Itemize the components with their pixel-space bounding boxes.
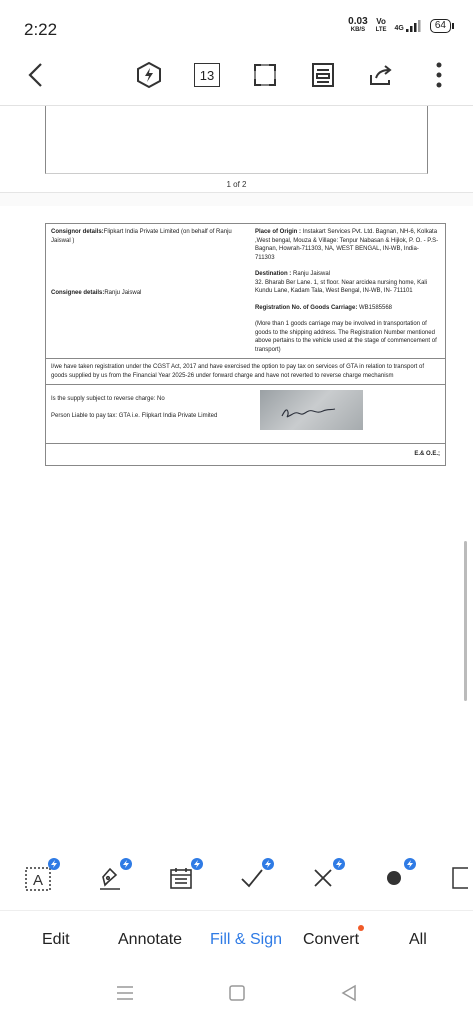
volte-bottom: LTE — [375, 27, 387, 33]
status-time: 2:22 — [24, 20, 58, 39]
battery-icon: 64 — [430, 19, 451, 33]
system-nav-bar — [0, 968, 473, 1024]
consignor-details — [51, 228, 245, 245]
destination-label: Destination : — [254, 271, 292, 277]
eoe-label: E.& O.E.; — [414, 451, 440, 457]
origin-destination-col — [250, 224, 445, 358]
flash-hexagon-icon[interactable] — [134, 60, 164, 90]
cross-tool[interactable] — [305, 860, 341, 896]
volte-top: Vo — [376, 17, 386, 26]
origin-value: Instakart Services Pvt. Ltd. Bagnan, NH-6, Kolkata ,West bengal, Mouza & Village: Tenpur Nabasan & Hijlok, P. O. - P.S- Bagnan, Howrah-711303, NA, WEST BENGAL, IN-WB, India- 711303 — [254, 229, 439, 261]
box-tool[interactable] — [448, 860, 468, 896]
back-icon[interactable] — [20, 60, 50, 90]
consignee-value: Ranju Jaiswal — [104, 290, 142, 296]
network-speed — [348, 18, 367, 34]
consignor-label: Consignor details: — [51, 229, 104, 235]
pro-badge-icon — [333, 858, 345, 870]
status-bar — [0, 0, 473, 50]
place-of-origin — [255, 228, 440, 262]
document-view[interactable] — [0, 106, 473, 844]
destination-value: Ranju Jaiswal — [291, 271, 330, 277]
status-right — [348, 18, 451, 34]
tab-fill-sign[interactable]: Fill & Sign — [210, 931, 283, 948]
dot-tool[interactable] — [376, 860, 412, 896]
page-count-indicator: 1 of 2 — [226, 180, 247, 189]
text-field-tool[interactable] — [20, 860, 56, 896]
destination-address: 32. Bharab Ber Lane. 1, st floor. Near arcidea nursing home, Kali Kundu Lane, Kadam Tala, West Bengal, IN-WB, IN- 711101 — [254, 279, 428, 294]
registration-note: (More than 1 goods carriage may be involved in transportation of goods to the shipping address. The Registration Number mentioned above pertains to the vehicle used at the stage of commencement of transport) — [254, 321, 437, 353]
pro-badge-icon — [48, 858, 60, 870]
home-icon[interactable] — [228, 984, 246, 1007]
destination — [255, 270, 440, 279]
pro-badge-icon — [120, 858, 132, 870]
back-nav-icon[interactable] — [340, 984, 358, 1007]
fullscreen-icon[interactable] — [250, 60, 280, 90]
speed-unit: KB/S — [350, 27, 366, 33]
gta-declaration: I/we have taken registration under the CGST Act, 2017 and have exercised the option to pay tax on services of GTA in relation to transport of goods supplied by us from the Financial Year 2025-26 under forward charge and have not reverted to reverse charge mechanism — [51, 364, 424, 379]
tab-all[interactable]: All — [409, 931, 427, 948]
page-number-label: 13 — [194, 63, 220, 87]
reading-mode-icon[interactable] — [308, 60, 338, 90]
page-number-button[interactable] — [192, 60, 222, 90]
signature-image — [260, 390, 363, 430]
consignor-consignee-col — [46, 224, 250, 358]
tab-edit[interactable]: Edit — [42, 931, 70, 948]
network-type: 4G — [394, 25, 404, 32]
reverse-charge: Is the supply subject to reverse charge: No — [51, 396, 165, 402]
pro-badge-icon — [404, 858, 416, 870]
consignee-details — [51, 289, 245, 298]
page-separator — [0, 192, 473, 206]
tax-row — [46, 385, 445, 444]
gta-row — [46, 359, 445, 385]
convert-notification-dot — [358, 925, 364, 931]
recent-apps-icon[interactable] — [116, 984, 134, 1007]
signature-tool[interactable] — [92, 860, 128, 896]
person-liable: Person Liable to pay tax: GTA i.e. Flipkart India Private Limited — [51, 412, 218, 419]
share-icon[interactable] — [366, 60, 396, 90]
signal-icon — [395, 20, 422, 32]
scrollbar[interactable] — [464, 541, 467, 701]
tab-convert[interactable]: Convert — [303, 931, 360, 948]
regno-label: Registration No. of Goods Carriage: — [254, 304, 358, 311]
eoe-row — [46, 444, 445, 465]
origin-label: Place of Origin : — [254, 229, 301, 235]
pro-badge-icon — [262, 858, 274, 870]
consignee-label: Consignee details: — [51, 290, 105, 296]
speed-value: 0.03 — [348, 16, 368, 27]
registration-number — [255, 304, 440, 313]
svg-text:A: A — [32, 872, 44, 889]
viewer-toolbar — [0, 50, 473, 106]
regno-value: WB1585568 — [357, 304, 393, 311]
page-1-bottom — [45, 106, 428, 174]
tab-annotate[interactable]: Annotate — [118, 931, 183, 948]
bottom-tabs — [0, 910, 473, 968]
tax-col — [46, 385, 250, 443]
more-options-icon[interactable] — [424, 60, 454, 90]
date-tool[interactable] — [163, 860, 199, 896]
checkmark-tool[interactable] — [234, 860, 270, 896]
consignment-row — [46, 224, 445, 359]
volte-indicator — [376, 18, 387, 34]
page-2 — [45, 223, 446, 466]
fill-sign-tools — [0, 856, 473, 908]
pro-badge-icon — [191, 858, 203, 870]
consignor-value: Flipkart India Private Limited (on behalf of Ranju Jaiswal ) — [51, 229, 232, 244]
signature-col — [250, 385, 445, 443]
